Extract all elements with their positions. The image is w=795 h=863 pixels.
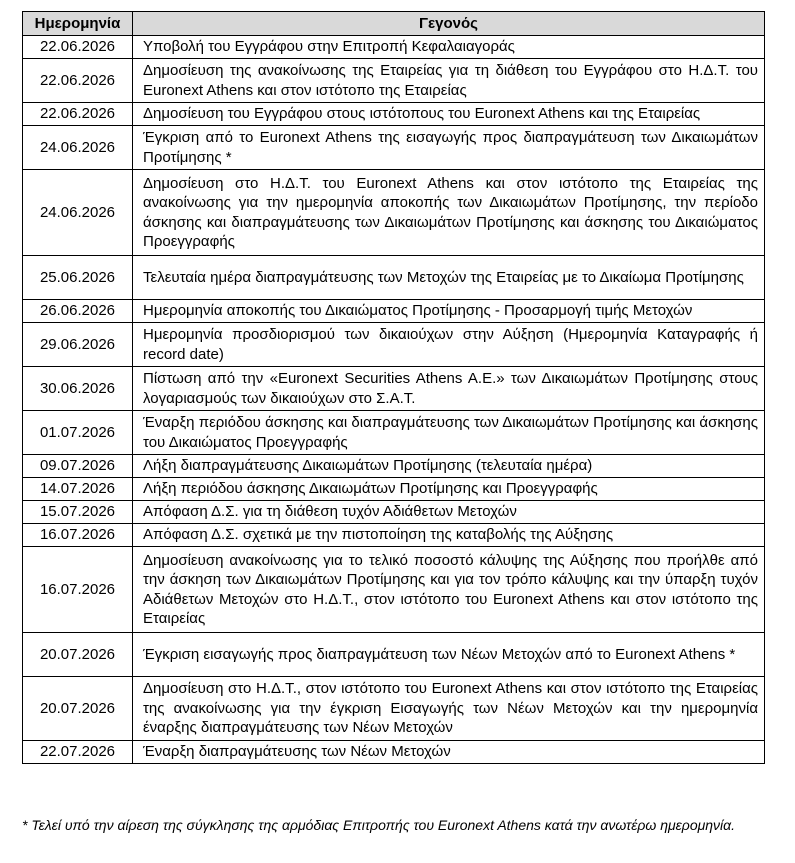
row-event: Δημοσίευση στο Η.Δ.Τ. του Euronext Athens και στον ιστότοπο της Εταιρείας της ανακοίνωσης για την ημερομηνία αποκοπής των Δικαιωμάτων Προτίμησης, την περίοδο άσκησης και διαπραγμάτευσης των Δικαιωμάτων Προτίμησης και άσκησης του Δικαιώματος Προεγγραφής [133, 170, 765, 256]
row-event: Δημοσίευση του Εγγράφου στους ιστότοπους του Euronext Athens και της Εταιρείας [133, 103, 765, 126]
row-date: 24.06.2026 [23, 170, 133, 256]
table-row [23, 501, 765, 524]
table-row [23, 547, 765, 633]
row-event: Τελευταία ημέρα διαπραγμάτευσης των Μετοχών της Εταιρείας με το Δικαίωμα Προτίμησης [133, 256, 765, 300]
row-event: Έγκριση από το Euronext Athens της εισαγωγής προς διαπραγμάτευση των Δικαιωμάτων Προτίμησης * [133, 126, 765, 170]
table-row [23, 59, 765, 103]
row-event: Υποβολή του Εγγράφου στην Επιτροπή Κεφαλαιαγοράς [133, 36, 765, 59]
table-header-row [23, 12, 765, 36]
row-date: 22.06.2026 [23, 103, 133, 126]
footnote: * Τελεί υπό την αίρεση της σύγκλησης της αρμόδιας Επιτροπής του Euronext Athens κατά την ανωτέρω ημερομηνία. [22, 817, 736, 833]
table-row [23, 633, 765, 677]
row-date: 24.06.2026 [23, 126, 133, 170]
row-date: 09.07.2026 [23, 455, 133, 478]
row-event: Έναρξη περιόδου άσκησης και διαπραγμάτευσης των Δικαιωμάτων Προτίμησης και άσκησης του Δικαιώματος Προεγγραφής [133, 411, 765, 455]
table-row [23, 455, 765, 478]
table-body [23, 36, 765, 764]
timetable-container [22, 11, 765, 764]
header-date: Ημερομηνία [23, 12, 133, 36]
row-date: 30.06.2026 [23, 367, 133, 411]
row-date: 22.06.2026 [23, 59, 133, 103]
table-row [23, 103, 765, 126]
table-row [23, 677, 765, 741]
row-event: Λήξη περιόδου άσκησης Δικαιωμάτων Προτίμησης και Προεγγραφής [133, 478, 765, 501]
table-row [23, 524, 765, 547]
row-date: 20.07.2026 [23, 633, 133, 677]
row-date: 01.07.2026 [23, 411, 133, 455]
row-event: Δημοσίευση ανακοίνωσης για το τελικό ποσοστό κάλυψης της Αύξησης που προήλθε από την άσκηση των Δικαιωμάτων Προτίμησης και για τον τρόπο κάλυψης και την ύπαρξη τυχόν Αδιάθετων Μετοχών στο Η.Δ.Τ., στον ιστότοπο του Euronext Athens και στον ιστότοπο της Εταιρείας [133, 547, 765, 633]
table-row [23, 323, 765, 367]
row-event: Ημερομηνία αποκοπής του Δικαιώματος Προτίμησης - Προσαρμογή τιμής Μετοχών [133, 300, 765, 323]
row-event: Δημοσίευση στο Η.Δ.Τ., στον ιστότοπο του Euronext Athens και στον ιστότοπο της Εταιρείας της ανακοίνωσης για την έγκριση Εισαγωγής των Νέων Μετοχών και την ημερομηνία έναρξης διαπραγμάτευσης των Νέων Μετοχών [133, 677, 765, 741]
table-row [23, 300, 765, 323]
row-event: Έγκριση εισαγωγής προς διαπραγμάτευση των Νέων Μετοχών από το Euronext Athens * [133, 633, 765, 677]
table-row [23, 741, 765, 764]
table-row [23, 478, 765, 501]
row-date: 14.07.2026 [23, 478, 133, 501]
table-row [23, 367, 765, 411]
row-event: Απόφαση Δ.Σ. σχετικά με την πιστοποίηση της καταβολής της Αύξησης [133, 524, 765, 547]
row-date: 26.06.2026 [23, 300, 133, 323]
row-event: Έναρξη διαπραγμάτευσης των Νέων Μετοχών [133, 741, 765, 764]
row-event: Απόφαση Δ.Σ. για τη διάθεση τυχόν Αδιάθετων Μετοχών [133, 501, 765, 524]
timetable [22, 11, 765, 764]
row-date: 16.07.2026 [23, 547, 133, 633]
row-event: Δημοσίευση της ανακοίνωσης της Εταιρείας για τη διάθεση του Εγγράφου στο Η.Δ.Τ. του Euronext Athens και στον ιστότοπο της Εταιρείας [133, 59, 765, 103]
table-row [23, 170, 765, 256]
row-event: Πίστωση από την «Euronext Securities Athens A.E.» των Δικαιωμάτων Προτίμησης στους λογαριασμούς των δικαιούχων στο Σ.Α.Τ. [133, 367, 765, 411]
row-date: 22.07.2026 [23, 741, 133, 764]
table-row [23, 256, 765, 300]
row-date: 15.07.2026 [23, 501, 133, 524]
row-date: 16.07.2026 [23, 524, 133, 547]
row-date: 29.06.2026 [23, 323, 133, 367]
row-event: Ημερομηνία προσδιορισμού των δικαιούχων στην Αύξηση (Ημερομηνία Καταγραφής ή record date) [133, 323, 765, 367]
row-event: Λήξη διαπραγμάτευσης Δικαιωμάτων Προτίμησης (τελευταία ημέρα) [133, 455, 765, 478]
header-event: Γεγονός [133, 12, 765, 36]
row-date: 22.06.2026 [23, 36, 133, 59]
table-row [23, 36, 765, 59]
table-row [23, 411, 765, 455]
row-date: 20.07.2026 [23, 677, 133, 741]
row-date: 25.06.2026 [23, 256, 133, 300]
table-row [23, 126, 765, 170]
